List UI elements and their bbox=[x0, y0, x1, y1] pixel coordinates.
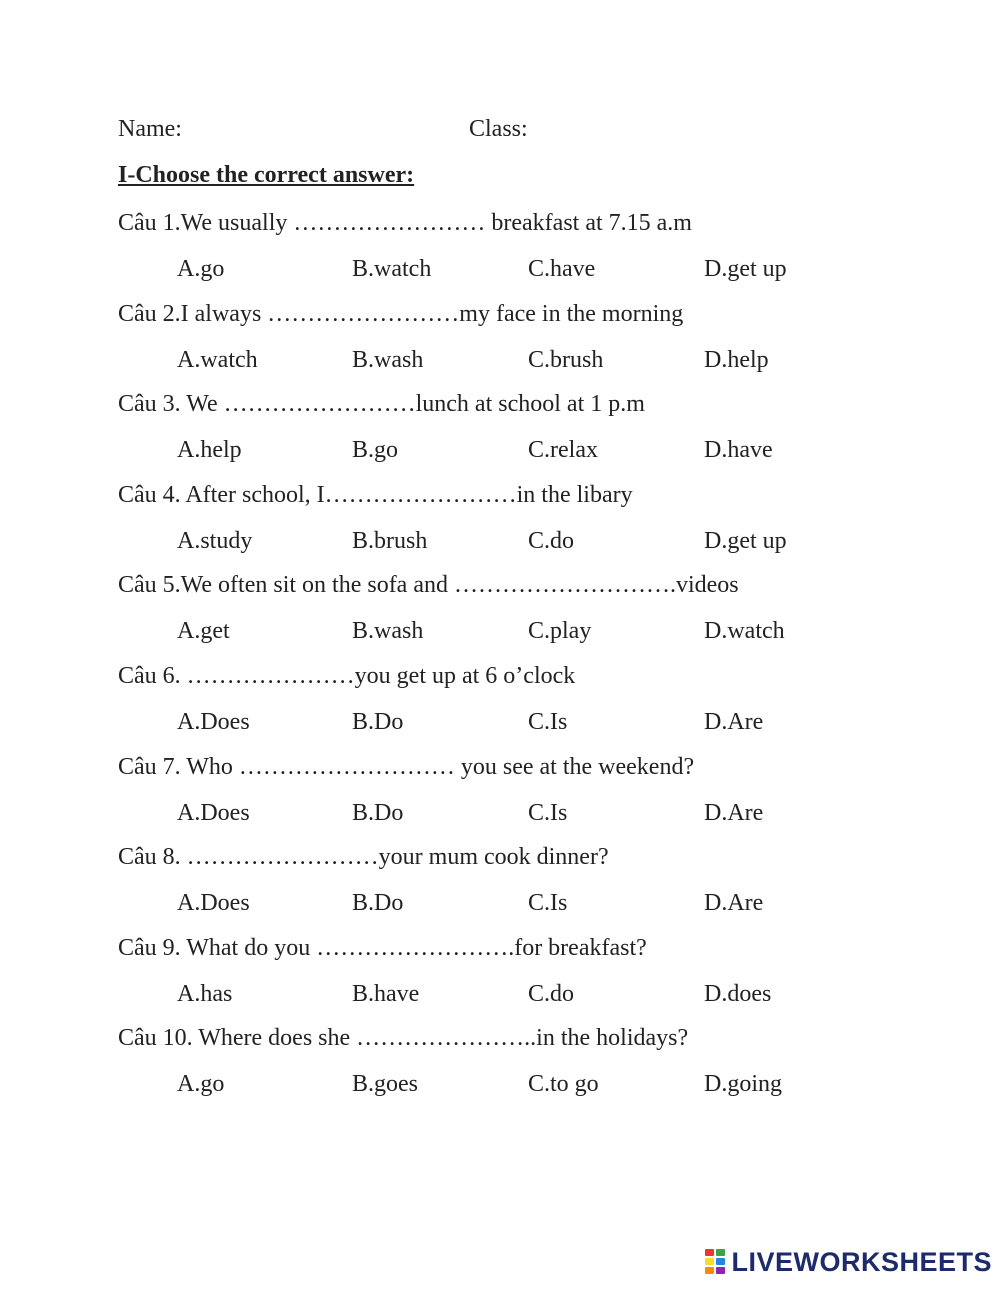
question-text: Câu 8. ……………………your mum cook dinner? bbox=[118, 844, 609, 871]
answer-options bbox=[118, 434, 918, 466]
answer-option-a[interactable]: A.Does bbox=[177, 890, 250, 917]
answer-option-c[interactable]: C.Is bbox=[528, 799, 568, 826]
answer-option-a[interactable]: A.get bbox=[177, 618, 230, 645]
brand-text: LIVEWORKSHEETS bbox=[731, 1246, 992, 1277]
question-list bbox=[118, 207, 918, 1113]
answer-options bbox=[118, 978, 918, 1010]
answer-option-b[interactable]: B.Do bbox=[352, 708, 404, 735]
question-text: Câu 6. …………………you get up at 6 o’clock bbox=[118, 662, 576, 689]
answer-options bbox=[118, 797, 918, 829]
question-4 bbox=[118, 479, 918, 570]
answer-option-c[interactable]: C.play bbox=[528, 618, 592, 645]
answer-option-d[interactable]: D.get up bbox=[704, 256, 787, 282]
question-2 bbox=[118, 298, 918, 389]
answer-option-d[interactable]: D.Are bbox=[704, 799, 764, 826]
answer-option-d[interactable]: D.watch bbox=[704, 618, 785, 645]
question-6 bbox=[118, 660, 918, 751]
answer-option-c[interactable]: C.brush bbox=[528, 346, 604, 373]
answer-options bbox=[118, 887, 918, 919]
answer-option-b[interactable]: B.watch bbox=[352, 256, 432, 282]
answer-option-b[interactable]: B.wash bbox=[352, 618, 424, 645]
answer-option-d[interactable]: D.help bbox=[704, 346, 769, 373]
answer-option-b[interactable]: B.goes bbox=[352, 1071, 418, 1098]
answer-option-b[interactable]: B.brush bbox=[352, 527, 428, 554]
answer-option-a[interactable]: A.study bbox=[177, 527, 253, 554]
question-text: Câu 3. We ……………………lunch at school at 1 p.m bbox=[118, 391, 645, 418]
answer-option-d[interactable]: D.Are bbox=[704, 708, 764, 735]
question-7 bbox=[118, 751, 918, 842]
answer-option-b[interactable]: B.Do bbox=[352, 890, 404, 917]
answer-option-d[interactable]: D.Are bbox=[704, 890, 764, 917]
answer-option-c[interactable]: C.to go bbox=[528, 1071, 599, 1098]
section-title: I-Choose the correct answer: bbox=[118, 162, 415, 188]
answer-option-d[interactable]: D.does bbox=[704, 980, 772, 1007]
answer-options bbox=[118, 344, 918, 376]
answer-option-d[interactable]: D.get up bbox=[704, 527, 787, 554]
question-10 bbox=[118, 1022, 918, 1113]
question-text: Câu 10. Where does she …………………..in the holidays? bbox=[118, 1025, 689, 1052]
answer-option-a[interactable]: A.Does bbox=[177, 799, 250, 826]
question-1 bbox=[118, 207, 918, 298]
question-text: Câu 1.We usually …………………… breakfast at 7.15 a.m bbox=[118, 210, 692, 236]
answer-options bbox=[118, 253, 918, 285]
answer-options bbox=[118, 615, 918, 647]
question-text: Câu 5.We often sit on the sofa and ……………………….videos bbox=[118, 572, 739, 599]
liveworksheets-logo bbox=[705, 1247, 992, 1277]
answer-option-a[interactable]: A.help bbox=[177, 437, 242, 464]
answer-option-a[interactable]: A.watch bbox=[177, 346, 258, 373]
class-label: Class: bbox=[469, 116, 528, 142]
question-5 bbox=[118, 569, 918, 660]
question-3 bbox=[118, 388, 918, 479]
answer-option-c[interactable]: C.relax bbox=[528, 437, 598, 464]
question-9 bbox=[118, 932, 918, 1023]
answer-option-d[interactable]: D.have bbox=[704, 437, 773, 464]
answer-options bbox=[118, 525, 918, 557]
answer-option-c[interactable]: C.do bbox=[528, 980, 575, 1007]
answer-option-a[interactable]: A.Does bbox=[177, 708, 250, 735]
answer-option-c[interactable]: C.have bbox=[528, 256, 596, 282]
answer-option-c[interactable]: C.Is bbox=[528, 708, 568, 735]
question-text: Câu 9. What do you …………………….for breakfast? bbox=[118, 934, 647, 961]
answer-option-a[interactable]: A.go bbox=[177, 1071, 225, 1098]
question-text: Câu 2.I always ……………………my face in the morning bbox=[118, 300, 684, 327]
question-8 bbox=[118, 841, 918, 932]
answer-option-b[interactable]: B.have bbox=[352, 980, 420, 1007]
answer-option-a[interactable]: A.go bbox=[177, 256, 225, 282]
answer-option-b[interactable]: B.go bbox=[352, 437, 399, 464]
question-text: Câu 7. Who ……………………… you see at the weekend? bbox=[118, 753, 695, 780]
answer-option-a[interactable]: A.has bbox=[177, 980, 233, 1007]
question-text: Câu 4. After school, I……………………in the libary bbox=[118, 481, 633, 508]
answer-option-b[interactable]: B.Do bbox=[352, 799, 404, 826]
answer-option-d[interactable]: D.going bbox=[704, 1071, 782, 1098]
student-info-row bbox=[118, 116, 818, 148]
answer-options bbox=[118, 1068, 918, 1100]
answer-option-c[interactable]: C.do bbox=[528, 527, 575, 554]
answer-option-b[interactable]: B.wash bbox=[352, 346, 424, 373]
name-label: Name: bbox=[118, 116, 182, 142]
answer-options bbox=[118, 706, 918, 738]
liveworksheets-icon bbox=[705, 1249, 727, 1275]
answer-option-c[interactable]: C.Is bbox=[528, 890, 568, 917]
